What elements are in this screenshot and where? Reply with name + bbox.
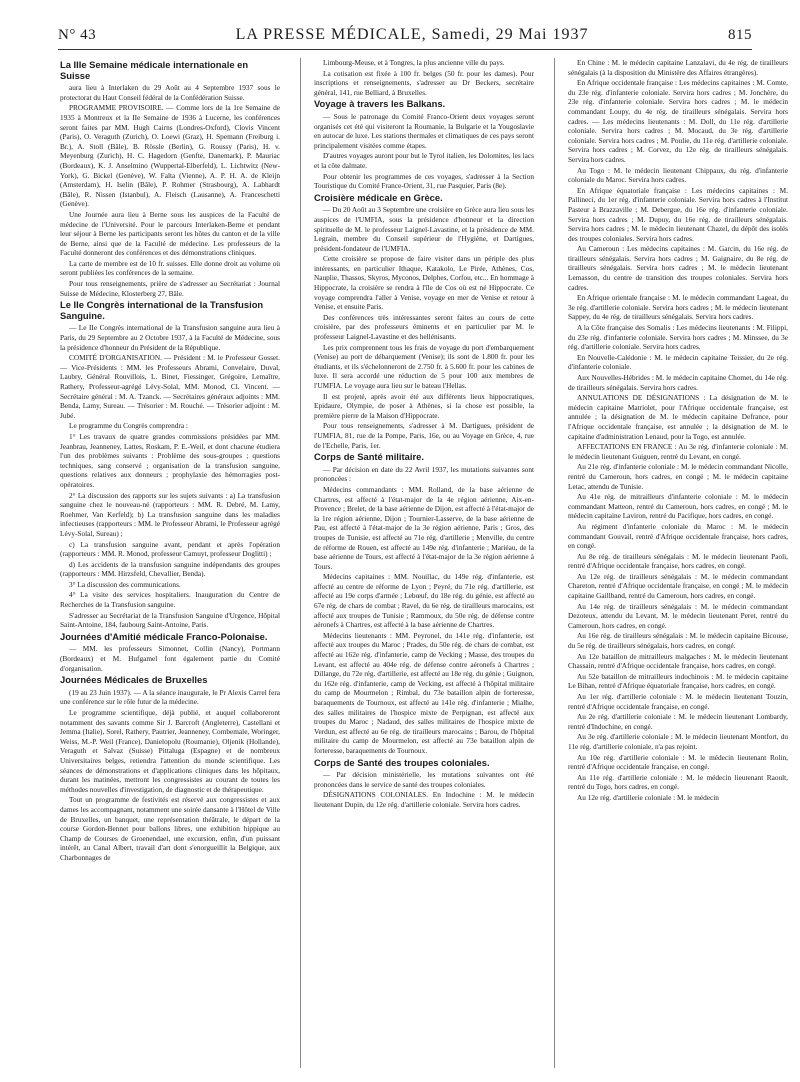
paragraph: A la Côte française des Somalis : Les médecins lieutenants : M. Filippi, du 23e rég. d'infanterie coloniale. Servira hors cadres ; M. Minssee, du 3e rég. d'artillerie coloniale. Servira hors cadres. bbox=[568, 323, 788, 352]
paragraph: Au Cameroun : Les médecins capitaines : M. Garcin, du 16e rég. de tirailleurs sénégalais. Servira hors cadres ; M. Gaignaire, du 8e rég. de tirailleurs sénégalais. Servira hors cadres ; M. le médecin lieutenant Lemasson, du centre de transition des troupes coloniales. Servira hors cadres. bbox=[568, 244, 788, 292]
issue-number: N° 43 bbox=[58, 27, 97, 43]
header-rule bbox=[58, 49, 752, 50]
paragraph: Au 16e rég. de tirailleurs sénégalais : M. le médecin capitaine Bicouse, du 5e rég. de tirailleurs sénégalais, hors cadres, en congé. bbox=[568, 631, 788, 651]
paragraph: Il est projeté, après avoir été aux différents lieux hippocratiques, Epidaure, Olympie, de poser à Athènes, si la chose est possible, la première pierre de la Maison d'Hippocrate. bbox=[314, 391, 534, 420]
section-title: Journées Médicales de Bruxelles bbox=[60, 674, 208, 686]
paragraph: Au régiment d'infanterie coloniale du Maroc : M. le médecin commandant Gouvail, rentré d'Afrique occidentale française, hors cadres, en congé. bbox=[568, 521, 788, 551]
paragraph: COMITÉ D'ORGANISATION. — Président : M. le Professeur Gosset. — Vice-Présidents : MM. les Professeurs Abrami, Convelaire, Duval, Laubry, Général Rouvillois, L. Binet, Fiessinger, Grégoire, Lemaître, Rathery, Professeur-agrégé Lévy-Solal, MM. Monod, Cl. Vincent. — Secrétaire général : M. A. Tzanck. — Secrétaires généraux adjoints : MM. Benda, Lamy, Sureau. — Trésorier : M. Rouché. — Trésorier adjoint : M. Jubé. bbox=[60, 353, 280, 420]
paragraph: Au 1er rég. d'artillerie coloniale : M. le médecin lieutenant Touzin, rentré d'Afrique occidentale française, en congé. bbox=[568, 692, 788, 711]
column-divider bbox=[554, 58, 555, 1068]
paragraph: La carte de membre est de 10 fr. suisses. Elle donne droit au volume où seront publiées les conférences de la semaine. bbox=[60, 258, 280, 278]
paragraph: ANNULATIONS DE DÉSIGNATIONS : La désignation de M. le médecin capitaine Matriolet, pour l'Afrique occidentale française, est annulée ; la désignation de M. le médecin capitaine Defrance, pour l'Afrique occidentale française, est annulée ; la désignation de M. le capitaine d'administration Lenaud, pour la Togo, est annulée. bbox=[568, 393, 788, 441]
column-middle bbox=[314, 58, 534, 1074]
section-title: Journées d'Amitié médicale Franco-Polonaise. bbox=[60, 630, 268, 642]
journal-masthead bbox=[236, 26, 589, 44]
section-title: Voyage à travers les Balkans. bbox=[314, 98, 446, 110]
paragraph: — Par décision ministérielle, les mutations suivantes ont été prononcées dans le service de santé des troupes coloniales. bbox=[314, 770, 534, 789]
paragraph: Tout un programme de festivités est réservé aux congressistes et aux dames les accompagnant, notamment une soirée dansante à l'Hôtel de Ville de Bruxelles, un banquet, une représentation théâtrale, le départ de la course Gordon-Bennet pour ballons libres, une exhibition hippique au Champ de Courses de Groenendael, une excursion, enfin, d'un puissant intérêt, au Canal Albert, travail d'art dont s'enorgueillit la Belgique, aux Charbonnages de bbox=[60, 795, 280, 862]
paragraph: Au 12e rég. d'artillerie coloniale : M. le médecin bbox=[577, 792, 719, 802]
paragraph: — Par décision en date du 22 Avril 1937, les mutations suivantes sont prononcées : bbox=[314, 464, 534, 484]
paragraph: DÉSIGNATIONS COLONIALES. En Indochine : M. le médecin lieutenant Dupin, du 12e rég. d'artillerie coloniale. Servira hors cadres. bbox=[314, 790, 534, 809]
paragraph: Limbourg-Meuse, et à Tongres, la plus ancienne ville du pays. bbox=[323, 58, 505, 67]
paragraph: Au 11e rég. d'artillerie coloniale : M. le médecin lieutenant Raoult, rentré du Togo, hors cadres, en congé. bbox=[568, 772, 788, 792]
paragraph: Des conférences très intéressantes seront faites au cours de cette croisière, par des professeurs éminents et en particulier par M. le professeur Laignel-Lavastine et des hellénisants. bbox=[314, 312, 534, 342]
issue-date: Samedi, 29 Mai 1937 bbox=[431, 26, 589, 43]
paragraph: Au 12e rég. de tirailleurs sénégalais : M. le médecin commandant Chareton, rentré d'Afrique occidentale française, en congé ; M. le médecin capitaine Gaillband, rentré du Cameroun, hors cadres, en congé. bbox=[568, 571, 788, 601]
paragraph: Au 21e rég. d'infanterie coloniale : M. le médecin commandant Nicolle, rentré du Cameroun, hors cadres, en congé ; M. le médecin capitaine Letac, attendu de Tunisie. bbox=[568, 462, 788, 491]
paragraph: Au 41e rég. de mitrailleurs d'infanterie coloniale : M. le médecin commandant Matteon, rentré du Cameroun, hors cadres, en congé ; M. le médecin capitaine Laviron, rentré du Pacifique, hors cadres, en congé. bbox=[568, 492, 788, 521]
paragraph: Au Togo : M. le médecin lieutenant Chippaux, du rég. d'infanterie coloniale du Maroc. Servira hors cadres. bbox=[568, 165, 788, 185]
journal-title: LA PRESSE MÉDICALE, bbox=[235, 26, 427, 43]
paragraph: Aux Nouvelles-Hébrides : M. le médecin capitaine Chomet, du 14e rég. de tirailleurs sénégalais. Servira hors cadres. bbox=[568, 373, 788, 392]
section-title: Corps de Santé militaire. bbox=[314, 451, 424, 463]
paragraph: 3° La discussion des communications. bbox=[69, 579, 181, 589]
paragraph: — Du 20 Août au 3 Septembre une croisière en Grèce aura lieu sous les auspices de l'UMFIA, sous la présidence d'honneur et la direction spirituelle de M. le professeur Laignel-Lavastine, et la présidence de MM. Legrain, membre du Conseil supérieur de l'Hygiène, et Dartigues, président-fondateur de l'UMFIA. bbox=[314, 205, 534, 253]
paragraph: En Afrique équatoriale française : Les médecins capitaines : M. Pallineci, du 1er rég. d'infanterie coloniale. Servira hors cadres à l'Institut Pasteur à Brazzaville ; M. Debergue, du 16e rég. d'infanterie coloniale. Servira hors cadres ; M. Dupuy, du 16e rég. de tirailleurs sénégalais. Servira hors cadres ; M. le médecin lieutenant Chazel, du dépôt des isolés des troupes coloniales. Servira hors cadres. bbox=[568, 185, 788, 243]
paragraph: 1° Les travaux de quatre grandes commissions présidées par MM. Jeanbrau, Jeanneney, Lattes, Roskam, P. E.-Weil, et dont chacune étudiera l'un des problèmes suivants : Problème des sous-groupes ; questions techniques, sang conservé ; organisation de la transfusion sanguine, questions relatives aux donneurs ; prophylaxie des hémorragies post-opératoires. bbox=[60, 431, 280, 489]
paragraph: Au 2e rég. d'artillerie coloniale : M. le médecin lieutenant Lombardy, rentré d'Indochine, en congé. bbox=[568, 712, 788, 731]
paragraph: En Afrique orientale française : M. le médecin commandant Lageat, du 3e rég. d'artillerie coloniale. Servira hors cadres ; M. le médecin lieutenant Sappey, du 4e rég. de tirailleurs sénégalais. Servira hors cadres. bbox=[568, 293, 788, 322]
section-title: La IIIe Semaine médicale internationale en Suisse bbox=[60, 59, 249, 81]
paragraph: Médecins commandants : MM. Rolland, de la base aérienne de Chartres, est affecté à l'état-major de la 4e région aérienne, Aix-en-Provence ; Brelet, de la base aérienne de Dijon, est affecté à l'état-major de la 1re région aérienne, Dijon ; Tournier-Lasserve, de la base aérienne de Pau, est affecté à l'état-major de la 3e région aérienne, Paris ; Gros, des troupes de Tunisie, est affecté au 71e rég. d'artillerie ; Menville, du centre de réforme de Rouen, est affecté au 149e rég. d'infanterie ; Mariéau, de la base aérienne de Tours, est affecté à l'état-major de la 3e région aérienne à Tours. bbox=[314, 484, 534, 571]
paragraph: Au 3e rég. d'artillerie coloniale : M. le médecin lieutenant Montfort, du 11e rég. d'artillerie coloniale, n'a pas rejoint. bbox=[568, 732, 788, 751]
paragraph: c) La transfusion sanguine avant, pendant et après l'opération (rapporteurs : MM. R. Monod, professeur Camuyt, professeur Doglitti) ; bbox=[60, 539, 280, 559]
paragraph: D'autres voyages auront pour but le Tyrol italien, les Dolomites, les lacs et la côte dalmate. bbox=[314, 151, 534, 170]
paragraph: PROGRAMME PROVISOIRE. — Comme lors de la 1re Semaine de 1935 à Montreux et la IIe Semaine de 1936 à Lucerne, les conférences seront faites par MM. Hugh Cairns (Londres-Oxford), Clovis Vincent (Paris), O. Veraguth (Zurich), O. Loewi (Graz), H. Spemann (Freiburg i. Br.), A. Stoll (Bâle), B. Rössle (Berlin), G. Roussy (Paris), H. v. Meyenburg (Zurich), H. C. Hagedorn (Genfte, Danemark), P. Mauriac (Bordeaux), K. J. Anselmino (Wuppertal-Elberfeld), L. Lichtwitz (New-York), G. Bickel (Genève), W. Falta (Vienne), A. P. H. A. de Kleijn (Amsterdam), H. Iselin (Bâle), P. Rohmer (Strasbourg), A. Labhardt (Bâle), R. Nissen (Istanbul), A. Fleisch (Lausanne), A. Franceschetti (Genève). bbox=[60, 103, 280, 209]
paragraph: 4° La visite des services hospitaliers. Inauguration du Centre de Recherches de la Transfusion sanguine. bbox=[60, 590, 280, 610]
column-right bbox=[568, 58, 788, 1074]
paragraph: — Sous le patronage du Comité Franco-Orient deux voyages seront organisés cet été qui visiteront la Roumanie, la Bulgarie et la Yougoslavie en autocar de luxe. Les stations thermales et climatiques de ces pays seront principalement visitées comme étapes. bbox=[314, 111, 534, 150]
paragraph: Au 14e rég. de tirailleurs sénégalais : M. le médecin commandant Dezoteux, attendu du Levant, M. le médecin lieutenant Peret, rentré du Cameroun, hors cadres, en congé. bbox=[568, 601, 788, 630]
paragraph: Les prix comprennent tous les frais de voyage du port d'embarquement (Venise) au port de débarquement (Venise); ils sont de 1.800 fr. pour les étudiants, et ils s'échelonneront de 2.750 fr. à 5.600 fr. pour les cabines de luxe. Il sera accordé une réduction de 5 pour 100 aux membres de l'UMFIA. Le voyage aura lieu sur le bateau l'Hellas. bbox=[314, 342, 534, 390]
page-header bbox=[58, 26, 752, 48]
paragraph: Cette croisière se propose de faire visiter dans un périple des plus intéressants, en particulier Ithaque, Katakolo, Le Pirée, Athènes, Cos, Nauplie, Thassos, Skyros, Myconos, Delphes, Corfou, etc... En hommage à Hippocrate, la croisière se rendra à l'île de Cos où est né Hippocrate. Ce voyage comprendra l'aller à Venise, voyage en mer de Venise et retour à Venise, et ensuite Paris. bbox=[314, 254, 534, 312]
paragraph: Au 10e rég. d'artillerie coloniale : M. le médecin lieutenant Rolin, rentré d'Afrique occidentale française, en congé. bbox=[568, 752, 788, 772]
paragraph: S'adresser au Secrétariat de la Transfusion Sanguine d'Urgence, Hôpital Saint-Antoine, 184, faubourg Saint-Antoine, Paris. bbox=[60, 610, 280, 630]
paragraph: 2° La discussion des rapports sur les sujets suivants : a) La transfusion sanguine chez le nouveau-né (rapporteurs : MM. R. Debré, M. Lamy, Roehmer, Van Kerfeld); b) La transfusion sanguine dans les maladies infectieuses (rapporteurs : MM. le Professeur Abrami, le Professeur agrégé Lévy-Solal, Sureau) ; bbox=[60, 490, 280, 538]
paragraph: d) Les accidents de la transfusion sanguine indépendants des groupes (rapporteurs : MM. Hirzsfeld, Chevallier, Benda). bbox=[60, 559, 280, 579]
paragraph: La cotisation est fixée à 100 fr. belges (50 fr. pour les dames). Pour inscriptions et renseignements, s'adresser au Dr Beckers, secrétaire général, 141, rue Belliard, à Bruxelles. bbox=[314, 68, 534, 97]
paragraph: aura lieu à Interlaken du 29 Août au 4 Septembre 1937 sous le protectorat du Haut Conseil fédéral de la Confédération Suisse. bbox=[60, 83, 280, 102]
paragraph: (19 au 23 Juin 1937). — A la séance inaugurale, le Pr Alexis Carrel fera une conférence sur le rôle futur de la médecine. bbox=[60, 687, 280, 707]
section-title: Corps de Santé des troupes coloniales. bbox=[314, 756, 490, 768]
paragraph: Au 52e bataillon de mitrailleurs indochinois : M. le médecin capitaine Le Bihan, rentré d'Afrique équatoriale française, hors cadres, en congé. bbox=[568, 671, 788, 691]
page-number: 815 bbox=[728, 27, 752, 43]
paragraph: Le programme scientifique, déjà publié, et auquel collaboreront notamment des savants comme Sir J. Barcroft (Angleterre), Castellani et Jemma (Italie), Sorel, Rathery, Pautrier, Jeanneney, Combemale, Woringer, Weiss, M.-P. Weil (France), Danielopolu (Roumanie), Oljenik (Hollande), Veraguth et Salvaz (Suisse) Pittaluga (Espagne) et de nombreux Universitaires belges, retiendra l'attention du monde scientifique. Les séances de démonstrations et d'applications cliniques dans les hôpitaux, durant les matinées, mettront les congressistes au courant de toutes les méthodes nouvelles d'investigation, de diagnostic et de thérapeutique. bbox=[60, 708, 280, 794]
paragraph: Le programme du Congrès comprendra : bbox=[69, 421, 188, 431]
paragraph: Pour obtenir les programmes de ces voyages, s'adresser à la Section Touristique du Comité France-Orient, 31, rue Pasquier, Paris (8e). bbox=[314, 171, 534, 191]
paragraph: Une Journée aura lieu à Berne sous les auspices de la Faculté de médecine de l'Université. Pour le parcours Interlaken-Berne et pendant leur séjour à Berne les participants seront les hôtes du canton et de la ville de Berne, ainsi que de la Faculté de médecine. Les professeurs de la Faculté donneront des conférences et des démonstrations cliniques. bbox=[60, 209, 280, 258]
paragraph: — MM. les professeurs Simonnet, Collin (Nancy), Portmann (Bordeaux) et M. Hufgamel font également partie du Comité d'organisation. bbox=[60, 644, 280, 673]
section-title: Le IIe Congrès international de la Transfusion Sanguine. bbox=[60, 299, 264, 321]
paragraph: Médecins capitaines : MM. Nouillac, du 149e rég. d'infanterie, est affecté au centre de réforme de Lyon ; Peyré, du 71e rég. d'artillerie, est affecté au 19e corps d'armée ; Lebœuf, du 18e rég. du génie, est affecté au 67e rég. de chars de combat ; Ravel, du 6e rég. de tirailleurs marocains, est affecté aux troupes de Tunisie ; Rammoux, du 50e rég. de défense contre aéronefs à Chartres, est affecté à la base aérienne de Chartres. bbox=[314, 572, 534, 630]
paragraph: En Chine : M. le médecin capitaine Lanzalavi, du 4e rég. de tirailleurs sénégalais (à la disposition du Ministère des Affaires étrangères). bbox=[568, 58, 788, 77]
paragraph: Au 12e bataillon de mitrailleurs malgaches : M. le médecin lieutenant Chassain, rentré d'Afrique occidentale française, hors cadres, en congé. bbox=[568, 651, 788, 671]
paragraph: En Nouvelle-Calédonie : M. le médecin capitaine Teissier, du 2e rég. d'infanterie coloniale. bbox=[568, 352, 788, 372]
paragraph: — Le IIe Congrès international de la Transfusion sanguine aura lieu à Paris, du 29 Septembre au 2 Octobre 1937, à la Faculté de Médecine, sous la présidence d'honneur du Président de la République. bbox=[60, 323, 280, 352]
column-left bbox=[60, 58, 280, 1074]
paragraph: Médecins lieutenants : MM. Peyronel, du 141e rég. d'infanterie, est affecté aux troupes du Maroc ; Prades, du 50e rég. de chars de combat, est affecté au 162e rég. d'infanterie, camp de Vecking ; Masse, des troupes du Levant, est affecté au 404e rég. de défense contre aéronefs à Chartres ; Dillange, du 72e rég. d'artillerie, est affecté au 18e rég. du génie ; Guignon, du 162e rég. d'infanterie, camp de Vecking, est affecté à l'hôpital militaire du camp de Mourmelon ; Rimbal, du 73e bataillon alpin de forteresse, baraquements de Tournoux, est affecté au 141e rég. d'infanterie ; Mialhe, des salles militaires de l'hospice mixte de Perpignan, est affecté aux troupes du Maroc ; Nadaud, des salles militaires de l'hospice mixte de Verdun, est affecté au 6e rég. de tirailleurs marocains ; Barou, de l'hôpital militaire du camp de Mourmelon, est affecté au 73e bataillon alpin de forteresse, baraquements de Tournoux. bbox=[314, 630, 534, 755]
column-divider bbox=[300, 58, 301, 1068]
paragraph: En Afrique occidentale française : Les médecins capitaines : M. Comte, du 23e rég. d'infanterie coloniale. Servira hors cadres ; M. Jonchère, du 23e rég. d'infanterie coloniale. Servira hors cadres ; M. le médecin commandant Loupy, du 4e rég. de tirailleurs sénégalais. Servira hors cadres. — Les médecins lieutenants : M. Doll, du 11e rég. d'artillerie coloniale. Servira hors cadres ; M. Mocaud, du 3e rég. d'artillerie coloniale. Servira hors cadres ; M. Poulie, du 11e rég. d'artillerie coloniale. Servira hors cadres ; M. Corvez, du 12e rég. de tirailleurs sénégalais. Servira hors cadres. bbox=[568, 78, 788, 164]
paragraph: Pour tous renseignements, s'adresser à M. Dartigues, président de l'UMFIA, 81, rue de la Pompe, Paris, 16e, ou au Voyage en Grèce, 4, rue de l'Echelle, Paris, 1er. bbox=[314, 421, 534, 450]
paragraph: Au 8e rég. de tirailleurs sénégalais : M. le médecin lieutenant Paoli, rentré d'Afrique occidentale française, hors cadres, en congé. bbox=[568, 551, 788, 571]
section-title: Croisière médicale en Grèce. bbox=[314, 191, 443, 203]
paragraph: Pour tous renseignements, prière de s'adresser au Secrétariat : Journal Suisse de Médecine, Klosterberg 27, Bâle. bbox=[60, 279, 280, 298]
paragraph: AFFECTATIONS EN FRANCE : Au 3e rég. d'infanterie coloniale : M. le médecin lieutenant Guiguen, rentré du Levant, en congé. bbox=[568, 442, 788, 461]
